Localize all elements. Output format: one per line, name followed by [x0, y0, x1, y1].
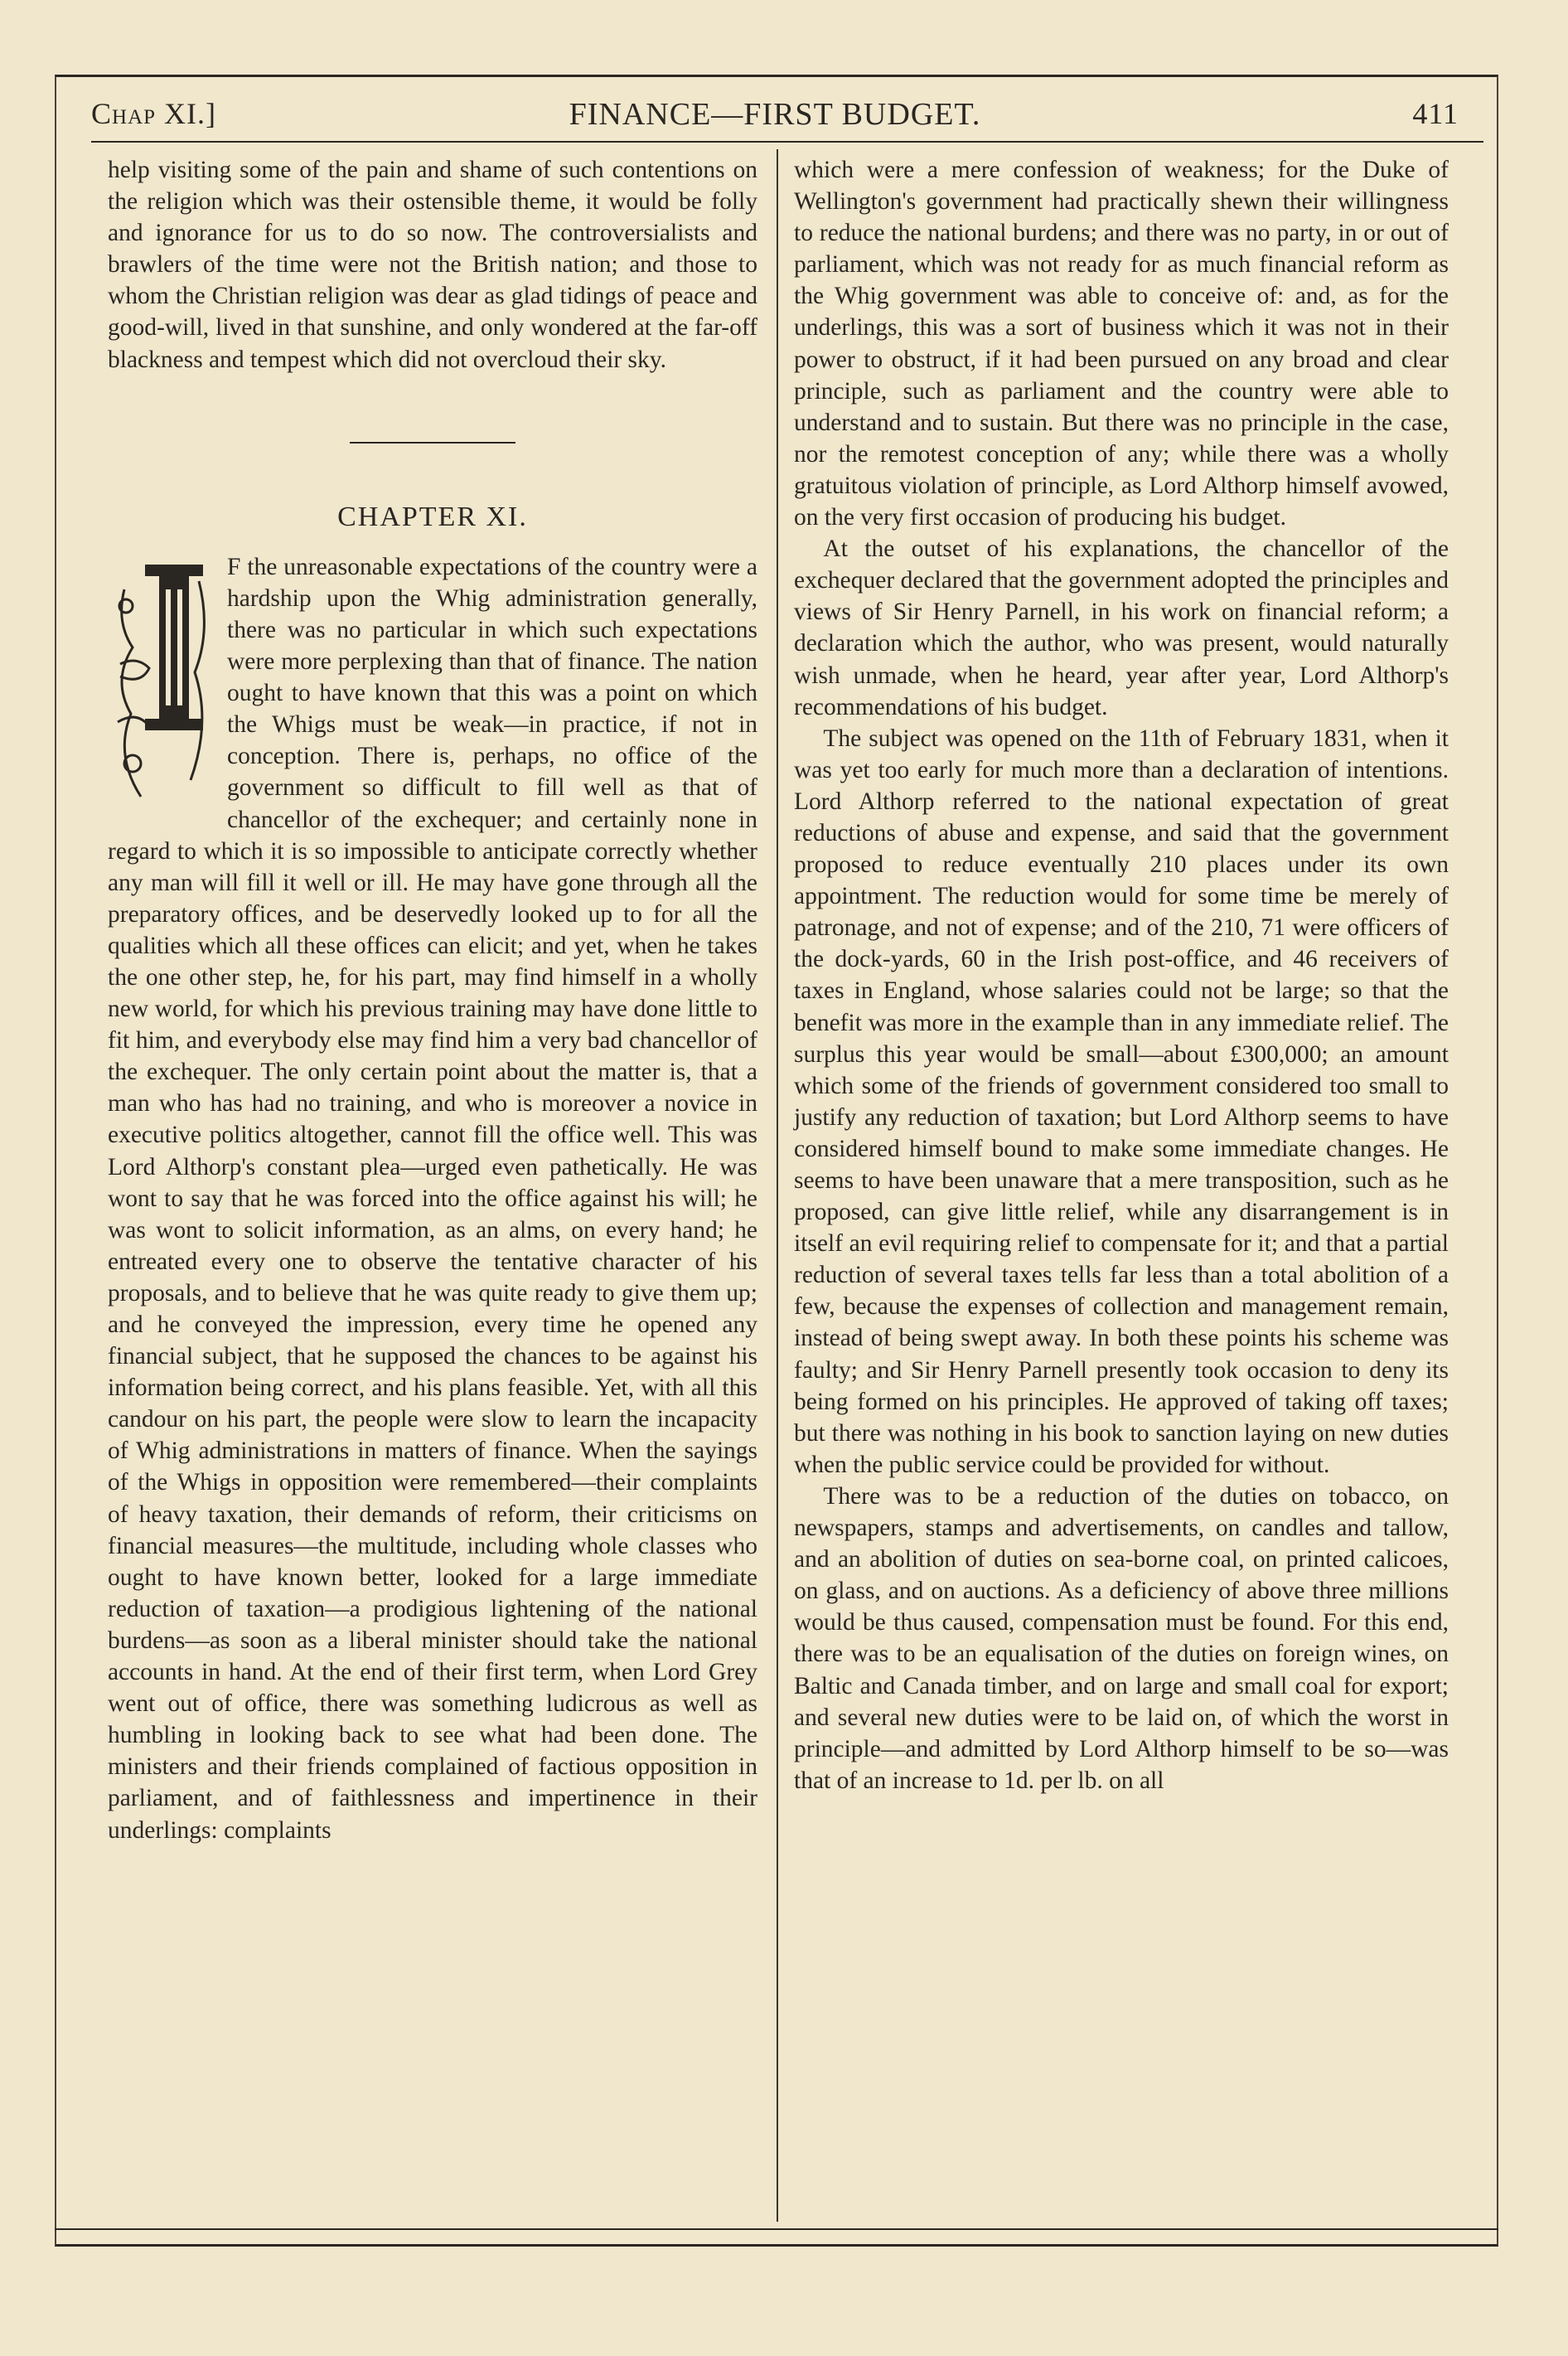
right-paragraph-4: There was to be a reduction of the duties on tobacco, on newspapers, stamps and advertisements, on candles and tallow, and an abolition of duties on sea-borne coal, on printed calicoes, on glass, and on auctions. As a deficiency of above three millions would be thus caused, compensation must be found. For this end, there was to be an equalisation of the duties on foreign wines, on Baltic and Canada timber, and on large and small coal for export; and several new duties were to be laid on, of which the worst in principle—and admitted by Lord Althorp himself to be so—was that of an increase to 1d. per lb. on all: [794, 1482, 1449, 1794]
right-column: [794, 154, 1449, 1796]
running-header: [91, 90, 1459, 148]
left-column: [108, 154, 757, 1846]
column-divider: [777, 149, 778, 2222]
right-paragraph-3: The subject was opened on the 11th of February 1831, when it was yet too early for much more than a declaration of intentions. Lord Althorp referred to the national expectation of great reductions of abuse and expense, and said that the government proposed to reduce eventually 210 places under its own appointment. The reduction would for some time be merely of patronage, and not of expense; and of the 210, 71 were officers of the dock-yards, 60 in the Irish post-office, and 46 receivers of taxes in England, whose salaries could not be large; so that the benefit was more in the example than in any immediate relief. The surplus this year would be small—about £300,000; an amount which some of the friends of government considered too small to justify any reduction of taxation; but Lord Althorp seems to have considered himself bound to make some immediate changes. He seems to have been unaware that a mere transposition, such as he proposed, can give little relief, while any disarrangement is in itself an evil requiring relief to compensate for it; and that a partial reduction of several taxes tells far less than a total abolition of a few, because the expenses of collection and management remain, instead of being swept away. In both these points his scheme was faulty; and Sir Henry Parnell presently took occasion to deny its being formed on his principles. He approved of taking off taxes; but there was nothing in his book to sanction laying on new duties when the public service could be provided for without.: [794, 725, 1449, 1478]
header-rule: [91, 141, 1483, 143]
chapter-paragraph: F the unreasonable expectations of the country were a hardship upon the Whig administration generally, there was no particular in which such expectations were more perplexing than that of finance. The nation ought to have known that this was a point on which the Whigs must be weak—in practice, if not in conception. There is, perhaps, no office of the government so difficult to fill well as that of chancellor of the exchequer; and certainly none in regard to which it is so impossible to anticipate correctly whether any man will fill it well or ill. He may have gone through all the preparatory offices, and be deservedly looked up to for all the qualities which all these offices can elicit; and yet, when he takes the one other step, he, for his part, may find himself in a wholly new world, for which his previous training may have done little to fit him, and everybody else may find him a very bad chancellor of the exchequer. The only certain point about the matter is, that a man who has had no training, and who is moreover a novice in executive politics altogether, cannot fill the office well. This was Lord Althorp's constant plea—urged even pathetically. He was wont to say that he was forced into the office against his will; he was wont to solicit information, as an alms, on every hand; he entreated every one to observe the tentative character of his proposals, and to believe that he was quite ready to give them up; and he conveyed the impression, every time he opened any financial subject, that he supposed the chances to be against his information being correct, and his plans feasible. Yet, with all this candour on his part, the people were slow to learn the incapacity of Whig administrations in matters of finance. When the sayings of the Whigs in opposition were remembered—their complaints of heavy taxation, their demands of reform, their criticisms on financial measures—the multitude, including whole classes who ought to have known better, looked for a large immediate reduction of taxation—a prodigious lightening of the national burdens—as soon as a liberal minister should take the national accounts in hand. At the end of their first term, when Lord Grey went out of office, there was something ludicrous as well as humbling in looking back to see what had been done. The ministers and their friends complained of factious opposition in parliament, and of faithlessness and impertinence in their underlings: complaints: [108, 553, 757, 1844]
chapter-heading: CHAPTER XI.: [337, 501, 528, 532]
right-paragraph-1: which were a mere confession of weakness; for the Duke of Wellington's government had practically shewn their willingness to reduce the national burdens; and there was no party, in or out of parliament, which was not ready for as much financial reform as the Whig government was able to conceive of: and, as for the underlings, this was a sort of business which it was not in their power to obstruct, if it had been pursued on any broad and clear principle, such as parliament and the country were able to understand and to sustain. But there was no principle in the case, nor the remotest conception of any; while there was a wholly gratuitous violation of principle, as Lord Althorp himself avowed, on the very first occasion of producing his budget.: [794, 157, 1449, 531]
drop-cap-illustration: [108, 556, 215, 813]
page-number: 411: [1412, 97, 1459, 130]
opening-paragraph: help visiting some of the pain and shame of such contentions on the religion which was their ostensible theme, it would be folly and ignorance for us to do so now. The controversialists and brawlers of the time were not the British nation; and those to whom the Christian religion was dear as glad tidings of peace and good-will, lived in that sunshine, and only wondered at the far-off blackness and tempest which did not overcloud their sky.: [108, 157, 757, 373]
chapter-label: Chap XI.]: [91, 97, 216, 130]
section-separator: [350, 442, 515, 444]
page-title: FINANCE—FIRST BUDGET.: [569, 97, 981, 132]
bottom-rule: [55, 2228, 1498, 2230]
right-paragraph-2: At the outset of his explanations, the chancellor of the exchequer declared that the government adopted the principles and views of Sir Henry Parnell, in his work on financial reform; a declaration which the author, who was present, would naturally wish unmade, when he heard, year after year, Lord Althorp's recommendations of his budget.: [794, 536, 1449, 720]
ornamental-letter-icon: [108, 556, 215, 813]
